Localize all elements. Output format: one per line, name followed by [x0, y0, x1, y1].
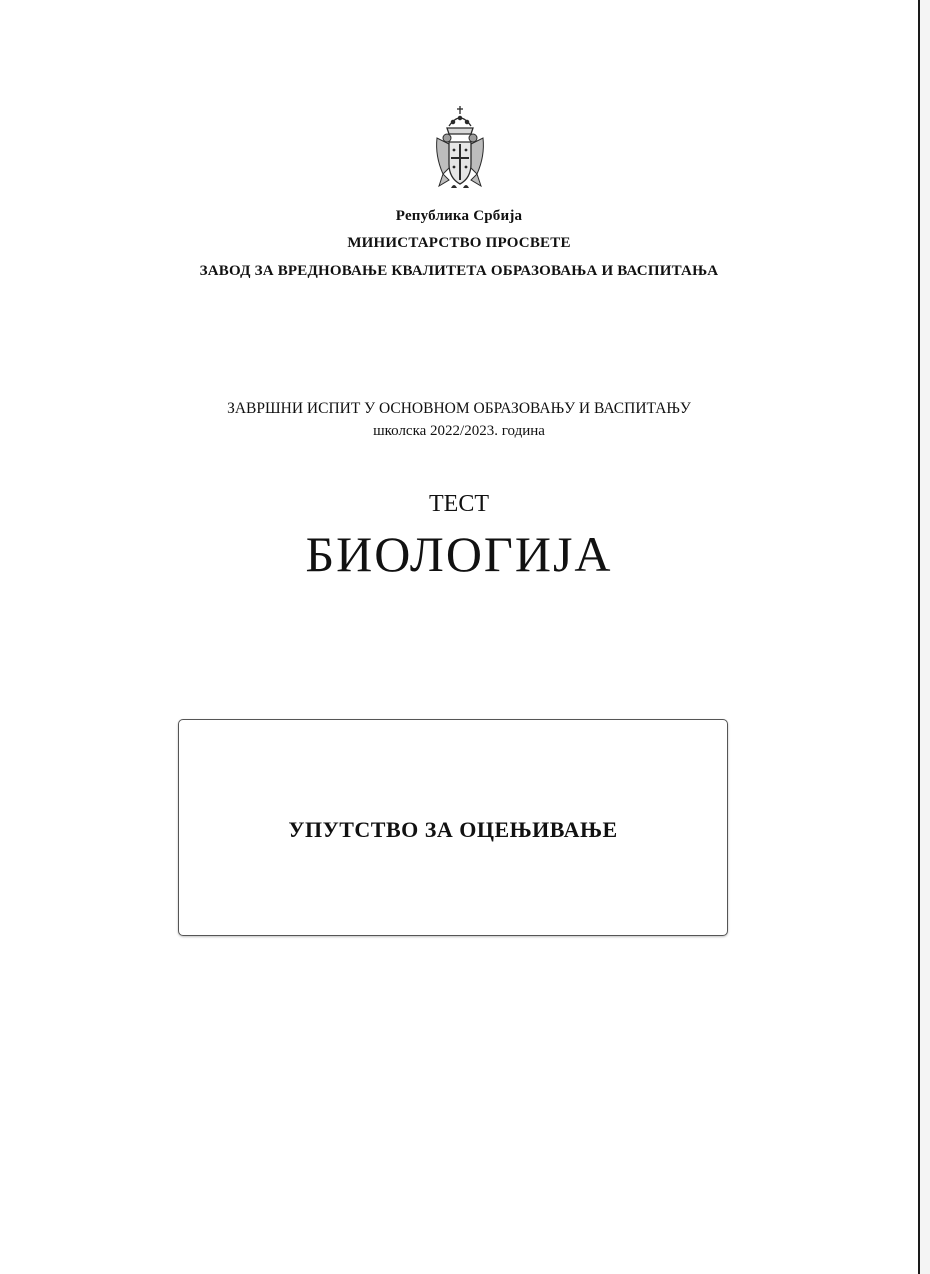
grading-instructions-title: УПУТСТВО ЗА ОЦЕЊИВАЊЕ — [288, 817, 618, 842]
test-label: ТЕСТ — [429, 491, 489, 517]
school-year: школска 2022/2023. година — [373, 423, 545, 439]
page-margin — [920, 0, 930, 1274]
serbian-coat-of-arms-icon — [433, 104, 487, 196]
subject-title: БИОЛОГИЈА — [305, 526, 613, 582]
exam-title: ЗАВРШНИ ИСПИТ У ОСНОВНОМ ОБРАЗОВАЊУ И ВАСПИТАЊУ — [227, 400, 691, 417]
ministry-name: МИНИСТАРСТВО ПРОСВЕТЕ — [347, 235, 571, 251]
institute-name: ЗАВОД ЗА ВРЕДНОВАЊЕ КВАЛИТЕТА ОБРАЗОВАЊА И ВАСПИТАЊА — [199, 263, 719, 279]
country-name: Република Србија — [395, 208, 523, 224]
grading-instructions-box — [178, 719, 728, 936]
